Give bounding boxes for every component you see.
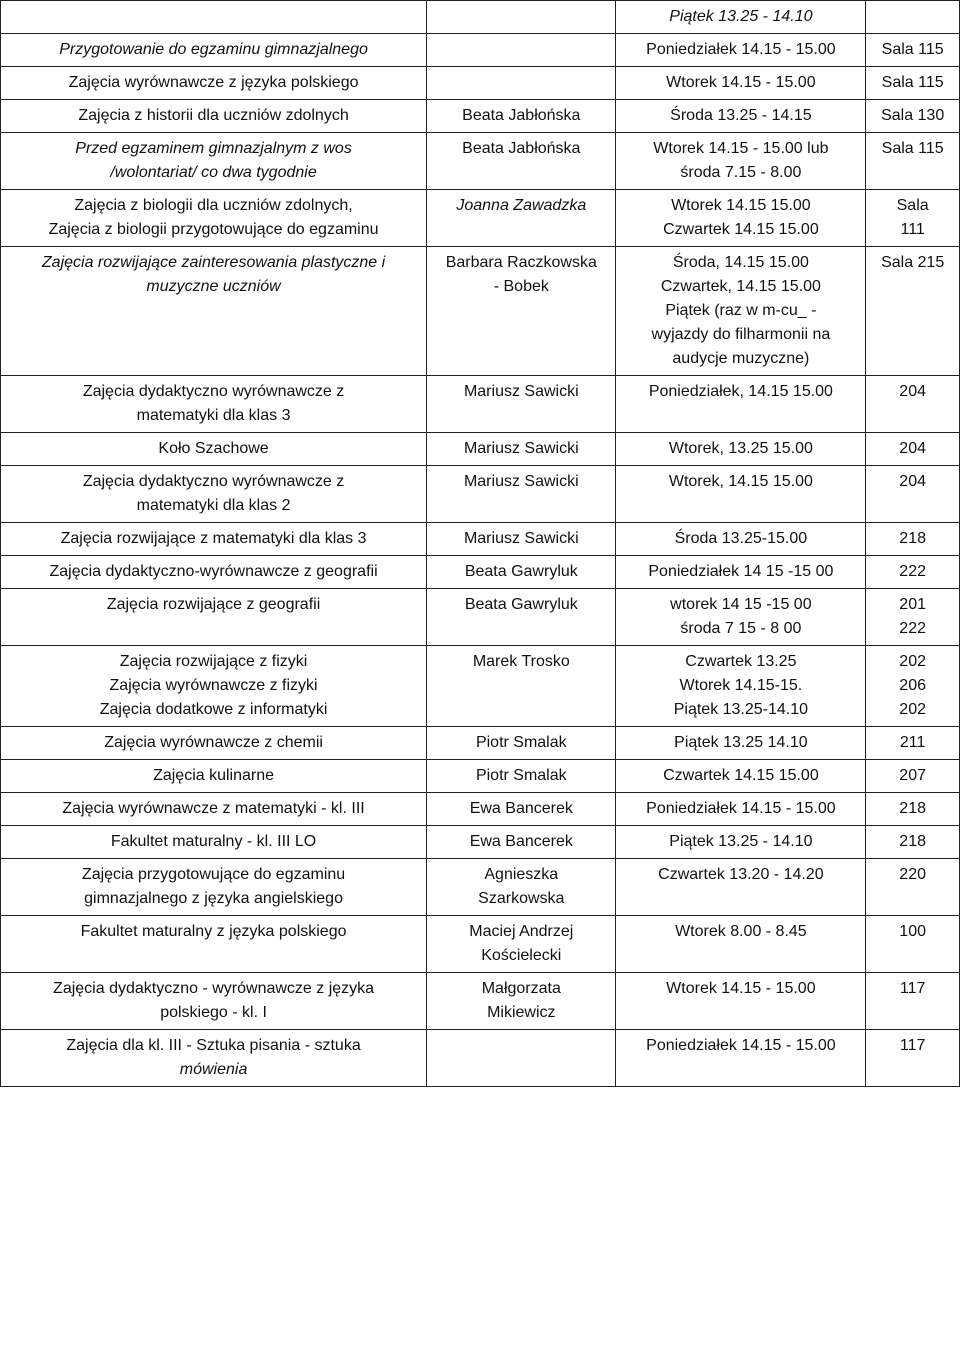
- teacher-cell: [427, 247, 616, 376]
- activity-line: Zajęcia wyrównawcze z fizyki: [109, 677, 318, 694]
- activity-line: Zajęcia rozwijające zainteresowania plastyczne i: [41, 254, 386, 271]
- teacher-cell: [427, 466, 616, 523]
- room-cell: [866, 376, 960, 433]
- teacher-line: Mikiewicz: [487, 1004, 556, 1021]
- time-line: Czwartek 13.20 - 14.20: [658, 866, 824, 883]
- table-row: [1, 760, 960, 793]
- room-cell: [866, 190, 960, 247]
- time-cell: [616, 133, 866, 190]
- activity-line: matematyki dla klas 3: [136, 407, 291, 424]
- activity-line: Zajęcia rozwijające z geografii: [106, 596, 321, 613]
- teacher-cell: [427, 1, 616, 34]
- time-cell: Wtorek, 13.25 15.00: [616, 433, 866, 466]
- teacher-cell: Piotr Smalak: [427, 760, 616, 793]
- table-row: [1, 133, 960, 190]
- teacher-cell: [427, 34, 616, 67]
- activity-line: /wolontariat/ co dwa tygodnie: [110, 164, 317, 181]
- time-line: wyjazdy do filharmonii na: [651, 326, 831, 343]
- activity-line: Przed egzaminem gimnazjalnym z wos: [75, 140, 352, 157]
- activity-cell: [1, 190, 427, 247]
- room-cell: 218: [866, 793, 960, 826]
- time-line: Wtorek 8.00 - 8.45: [675, 923, 807, 940]
- teacher-line: - Bobek: [493, 278, 549, 295]
- teacher-line: Małgorzata: [481, 980, 561, 997]
- activity-cell: [1, 466, 427, 523]
- table-row: [1, 523, 960, 556]
- time-line: wtorek 14 15 -15 00: [670, 596, 812, 613]
- teacher-line: Agnieszka: [484, 866, 559, 883]
- table-row: [1, 433, 960, 466]
- time-line: Wtorek, 14.15 15.00: [668, 473, 813, 490]
- activity-cell: [1, 247, 427, 376]
- teacher-line: Joanna Zawadzka: [456, 197, 587, 214]
- time-line: Środa, 14.15 15.00: [672, 254, 809, 271]
- room-line: 204: [899, 383, 926, 400]
- room-cell: 211: [866, 727, 960, 760]
- table-row: [1, 727, 960, 760]
- time-cell: Wtorek 14.15 - 15.00: [616, 67, 866, 100]
- time-line: środa 7 15 - 8 00: [680, 620, 802, 637]
- time-cell: Poniedziałek 14.15 - 15.00: [616, 34, 866, 67]
- teacher-cell: [427, 133, 616, 190]
- teacher-cell: Mariusz Sawicki: [427, 433, 616, 466]
- time-line: Poniedziałek 14.15 - 15.00: [646, 1037, 836, 1054]
- room-cell: 207: [866, 760, 960, 793]
- table-row: [1, 34, 960, 67]
- activity-cell: [1, 376, 427, 433]
- room-cell: [866, 466, 960, 523]
- teacher-cell: Piotr Smalak: [427, 727, 616, 760]
- teacher-cell: Mariusz Sawicki: [427, 523, 616, 556]
- teacher-cell: [427, 589, 616, 646]
- time-line: Wtorek 14.15 - 15.00: [666, 980, 816, 997]
- teacher-line: Kościelecki: [481, 947, 562, 964]
- teacher-cell: [427, 190, 616, 247]
- teacher-line: Beata Gawryluk: [464, 596, 578, 613]
- activity-line: matematyki dla klas 2: [136, 497, 291, 514]
- room-line: 206: [899, 677, 926, 694]
- teacher-cell: [427, 1030, 616, 1087]
- room-line: 201: [899, 596, 926, 613]
- table-row: [1, 646, 960, 727]
- activity-cell: [1, 916, 427, 973]
- table-row: [1, 100, 960, 133]
- table-row: [1, 466, 960, 523]
- teacher-cell: [427, 973, 616, 1030]
- time-line: Wtorek 14.15 15.00: [671, 197, 811, 214]
- time-cell: [616, 973, 866, 1030]
- activity-cell: Zajęcia wyrównawcze z matematyki - kl. III: [1, 793, 427, 826]
- activity-line: muzyczne uczniów: [146, 278, 281, 295]
- table-row: [1, 973, 960, 1030]
- activity-cell: Zajęcia z historii dla uczniów zdolnych: [1, 100, 427, 133]
- teacher-cell: [427, 376, 616, 433]
- room-cell: [866, 859, 960, 916]
- activity-line: Zajęcia przygotowujące do egzaminu: [81, 866, 346, 883]
- time-line: Wtorek 14.15 - 15.00 lub: [653, 140, 829, 157]
- time-cell: [616, 1030, 866, 1087]
- teacher-line: Szarkowska: [478, 890, 565, 907]
- room-cell: [866, 133, 960, 190]
- activity-cell: Fakultet maturalny - kl. III LO: [1, 826, 427, 859]
- teacher-cell: Beata Jabłońska: [427, 100, 616, 133]
- table-row: [1, 247, 960, 376]
- activity-cell: [1, 859, 427, 916]
- table-row: [1, 556, 960, 589]
- time-cell: Piątek 13.25 14.10: [616, 727, 866, 760]
- room-line: 100: [899, 923, 926, 940]
- time-cell: Poniedziałek 14 15 -15 00: [616, 556, 866, 589]
- time-cell: Piątek 13.25 - 14.10: [616, 1, 866, 34]
- room-cell: [866, 916, 960, 973]
- time-cell: [616, 916, 866, 973]
- room-cell: 218: [866, 523, 960, 556]
- room-line: Sala 215: [881, 254, 945, 271]
- time-cell: [616, 190, 866, 247]
- room-cell: Sala 130: [866, 100, 960, 133]
- room-cell: [866, 973, 960, 1030]
- time-line: Wtorek 14.15-15.: [679, 677, 803, 694]
- activity-cell: [1, 1030, 427, 1087]
- room-cell: [866, 247, 960, 376]
- activity-cell: [1, 1, 427, 34]
- room-line: 222: [899, 620, 926, 637]
- activity-line: gimnazjalnego z języka angielskiego: [84, 890, 343, 907]
- time-line: Czwartek 13.25: [685, 653, 797, 670]
- room-cell: [866, 1, 960, 34]
- teacher-cell: Ewa Bancerek: [427, 793, 616, 826]
- room-cell: Sala 115: [866, 34, 960, 67]
- room-cell: [866, 589, 960, 646]
- time-line: środa 7.15 - 8.00: [680, 164, 802, 181]
- room-cell: Sala 115: [866, 67, 960, 100]
- activity-line: Zajęcia dydaktyczno - wyrównawcze z języka: [53, 980, 375, 997]
- room-line: 202: [899, 701, 926, 718]
- room-line: Sala 115: [881, 140, 944, 157]
- time-line: Piątek (raz w m-cu_ -: [665, 302, 817, 319]
- time-cell: Poniedziałek 14.15 - 15.00: [616, 793, 866, 826]
- room-line: 202: [899, 653, 926, 670]
- time-line: Piątek 13.25-14.10: [673, 701, 809, 718]
- time-cell: [616, 646, 866, 727]
- time-cell: Środa 13.25 - 14.15: [616, 100, 866, 133]
- teacher-line: Maciej Andrzej: [469, 923, 574, 940]
- table-row: [1, 1030, 960, 1087]
- teacher-line: Mariusz Sawicki: [463, 473, 579, 490]
- activity-cell: Zajęcia rozwijające z matematyki dla klas 3: [1, 523, 427, 556]
- activity-line: Zajęcia z biologii przygotowujące do egzaminu: [48, 221, 379, 238]
- room-line: 220: [899, 866, 926, 883]
- table-row: [1, 793, 960, 826]
- room-cell: 222: [866, 556, 960, 589]
- teacher-line: Barbara Raczkowska: [445, 254, 597, 271]
- activity-cell: [1, 646, 427, 727]
- activity-line: Zajęcia dydaktyczno wyrównawcze z: [82, 383, 345, 400]
- time-cell: [616, 589, 866, 646]
- room-cell: [866, 1030, 960, 1087]
- teacher-line: Mariusz Sawicki: [463, 383, 579, 400]
- time-line: Czwartek 14.15 15.00: [663, 221, 819, 238]
- activity-cell: Zajęcia wyrównawcze z chemii: [1, 727, 427, 760]
- teacher-line: Beata Jabłońska: [462, 140, 581, 157]
- teacher-cell: [427, 67, 616, 100]
- activity-cell: Zajęcia kulinarne: [1, 760, 427, 793]
- time-cell: Piątek 13.25 - 14.10: [616, 826, 866, 859]
- teacher-cell: Ewa Bancerek: [427, 826, 616, 859]
- time-cell: Czwartek 14.15 15.00: [616, 760, 866, 793]
- schedule-body: [1, 1, 960, 1087]
- table-row: [1, 67, 960, 100]
- teacher-line: Marek Trosko: [472, 653, 570, 670]
- activity-line: Fakultet maturalny z języka polskiego: [80, 923, 347, 940]
- time-line: Czwartek, 14.15 15.00: [660, 278, 821, 295]
- room-line: Sala: [896, 197, 929, 214]
- activity-line: polskiego - kl. I: [160, 1004, 267, 1021]
- time-cell: [616, 247, 866, 376]
- activity-cell: Zajęcia wyrównawcze z języka polskiego: [1, 67, 427, 100]
- activity-line: Zajęcia z biologii dla uczniów zdolnych,: [74, 197, 353, 214]
- table-row: [1, 826, 960, 859]
- time-cell: [616, 859, 866, 916]
- activity-line: Zajęcia dodatkowe z informatyki: [99, 701, 328, 718]
- time-cell: Środa 13.25-15.00: [616, 523, 866, 556]
- time-cell: [616, 466, 866, 523]
- activity-line: Zajęcia dla kl. III - Sztuka pisania - sztuka: [66, 1037, 361, 1054]
- activity-cell: Przygotowanie do egzaminu gimnazjalnego: [1, 34, 427, 67]
- table-row: [1, 1, 960, 34]
- time-line: audycje muzyczne): [672, 350, 810, 367]
- room-line: 111: [900, 221, 925, 238]
- table-row: [1, 190, 960, 247]
- activity-line: Zajęcia rozwijające z fizyki: [119, 653, 308, 670]
- time-line: Poniedziałek, 14.15 15.00: [648, 383, 833, 400]
- table-row: [1, 376, 960, 433]
- table-row: [1, 589, 960, 646]
- teacher-cell: [427, 859, 616, 916]
- room-cell: [866, 646, 960, 727]
- activity-cell: [1, 133, 427, 190]
- teacher-cell: [427, 916, 616, 973]
- room-line: 117: [899, 980, 926, 997]
- activity-cell: [1, 589, 427, 646]
- activity-cell: Zajęcia dydaktyczno-wyrównawcze z geografii: [1, 556, 427, 589]
- room-line: 204: [899, 473, 926, 490]
- table-row: [1, 916, 960, 973]
- room-line: 117: [899, 1037, 926, 1054]
- activity-line: mówienia: [179, 1061, 248, 1078]
- activity-cell: Koło Szachowe: [1, 433, 427, 466]
- activity-cell: [1, 973, 427, 1030]
- teacher-cell: Beata Gawryluk: [427, 556, 616, 589]
- table-row: [1, 859, 960, 916]
- room-cell: 204: [866, 433, 960, 466]
- time-cell: [616, 376, 866, 433]
- activity-line: Zajęcia dydaktyczno wyrównawcze z: [82, 473, 345, 490]
- room-cell: 218: [866, 826, 960, 859]
- teacher-cell: [427, 646, 616, 727]
